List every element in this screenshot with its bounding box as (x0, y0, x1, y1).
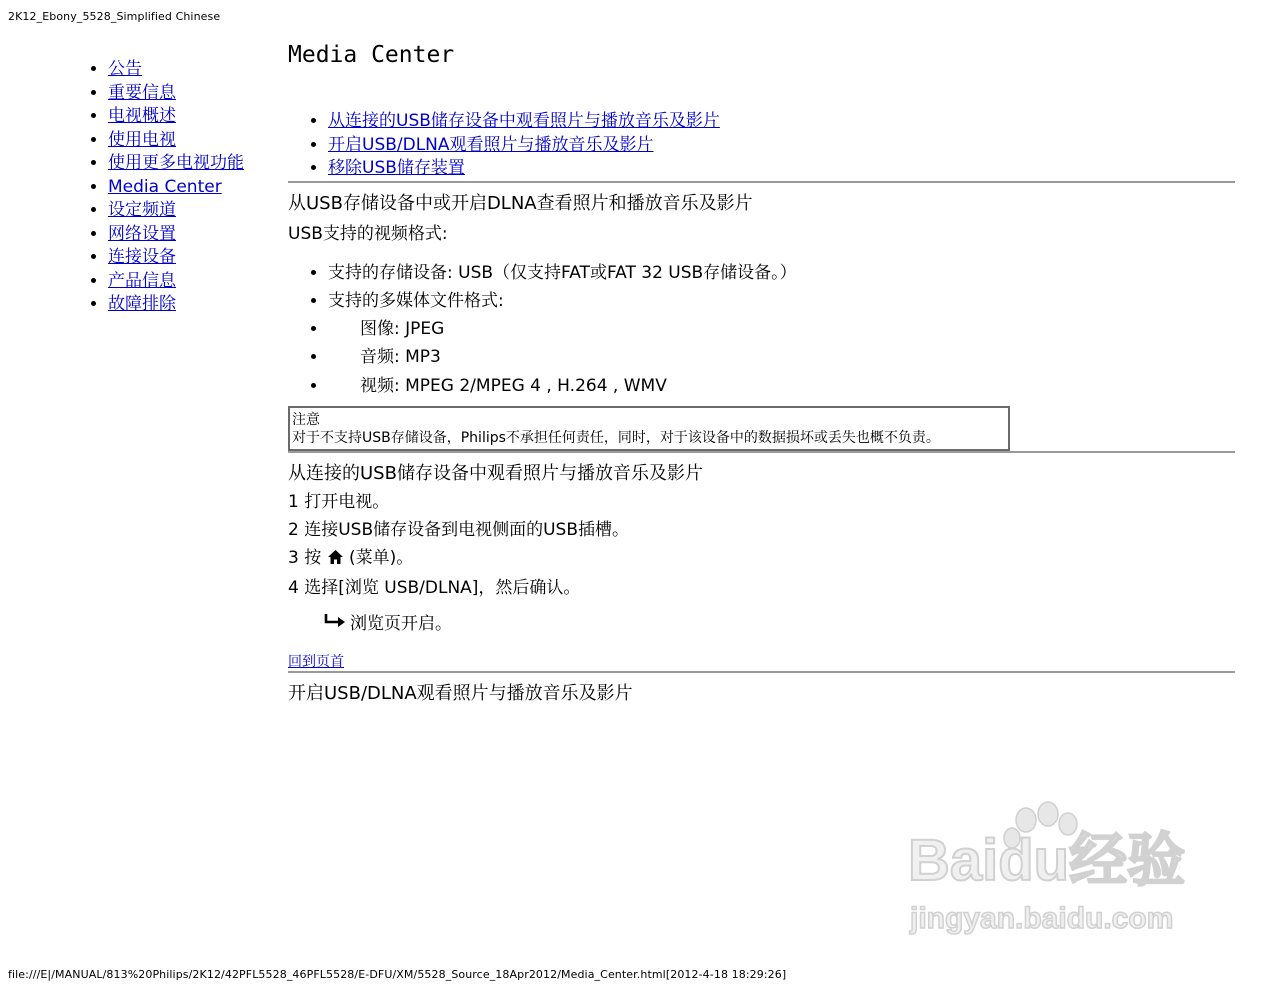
sidebar-item-connect-devices (108, 246, 276, 270)
watermark-url: jingyan.baidu.com (910, 902, 1174, 935)
list-item (328, 343, 1235, 371)
sidebar-link-media-center[interactable]: Media Center (108, 176, 222, 197)
format-video: 视频: MPEG 2/MPEG 4 , H.264 , WMV (360, 375, 667, 396)
divider (288, 671, 1235, 673)
note-text: 对于不支持USB存储设备，Philips不承担任何责任，同时，对于该设备中的数据损坏或丢失也概不负责。 (292, 429, 940, 446)
format-media-types: 支持的多媒体文件格式: (328, 290, 504, 311)
watermark-logo (908, 800, 1208, 940)
step-3-prefix: 3 按 (288, 547, 322, 568)
toc-item (328, 134, 1235, 158)
toc-link-remove-usb[interactable]: 移除USB储存装置 (328, 158, 465, 178)
list-item (328, 315, 1235, 343)
note-title: 注意 (292, 411, 320, 428)
sidebar-item-product-info (108, 270, 276, 294)
list-item (328, 287, 1235, 315)
step-3 (288, 547, 1235, 571)
sidebar-item-important-info (108, 82, 276, 106)
sidebar-item-troubleshooting (108, 293, 276, 317)
list-item (328, 372, 1235, 400)
steps-list (288, 491, 1235, 599)
step-result (324, 613, 1235, 635)
step-3-suffix: (菜单)。 (349, 547, 414, 568)
sidebar-item-use-tv (108, 129, 276, 153)
back-to-top-link[interactable]: 回到页首 (288, 653, 344, 670)
page-title: Media Center (288, 42, 455, 68)
sidebar-link-network[interactable]: 网络设置 (108, 223, 176, 244)
formats-list (288, 259, 1235, 400)
baidu-jingyan-watermark (908, 800, 1208, 940)
sidebar-list (86, 58, 276, 317)
toc-link-usb-view[interactable]: 从连接的USB储存设备中观看照片与播放音乐及影片 (328, 111, 720, 131)
section-heading-usb-dlna: 开启USB/DLNA观看照片与播放音乐及影片 (288, 682, 633, 704)
sidebar-link-important-info[interactable]: 重要信息 (108, 82, 176, 103)
section-heading-usb-dlna-overview: 从USB存储设备中或开启DLNA查看照片和播放音乐及影片 (288, 192, 753, 214)
sidebar-item-announcement (108, 58, 276, 82)
sidebar-link-product-info[interactable]: 产品信息 (108, 270, 176, 291)
sidebar-link-troubleshooting[interactable]: 故障排除 (108, 294, 176, 314)
sidebar-link-channels[interactable]: 设定频道 (108, 200, 176, 220)
watermark-brand: Baidu经验 (908, 828, 1186, 893)
step-4: 4 选择[浏览 USB/DLNA]，然后确认。 (288, 577, 581, 598)
sidebar-link-tv-overview[interactable]: 电视概述 (108, 106, 176, 126)
format-audio: 音频: MP3 (360, 347, 441, 368)
sidebar-nav (86, 58, 276, 317)
sidebar-item-channels (108, 199, 276, 223)
sidebar-item-more-features (108, 152, 276, 176)
sidebar-link-more-features[interactable]: 使用更多电视功能 (108, 153, 244, 173)
arrow-right-icon (324, 613, 346, 635)
toc-item (328, 157, 1235, 181)
sidebar-link-connect-devices[interactable]: 连接设备 (108, 247, 176, 267)
divider (288, 451, 1235, 453)
page-footer: file:///E|/MANUAL/813%20Philips/2K12/42PFL5528_46PFL5528/E-DFU/XM/5528_Source_18Apr2012/Media_Center.html[2012-4-18 18:29:26] (8, 968, 787, 981)
divider (288, 181, 1235, 183)
note-box (288, 406, 1010, 451)
step-2: 2 连接USB储存设备到电视侧面的USB插槽。 (288, 519, 630, 540)
toc-item (328, 110, 1235, 134)
sidebar-link-use-tv[interactable]: 使用电视 (108, 129, 176, 150)
home-icon (327, 549, 344, 571)
main-content (288, 40, 1235, 705)
section-heading-usb-view: 从连接的USB储存设备中观看照片与播放音乐及影片 (288, 462, 703, 484)
sidebar-item-tv-overview (108, 105, 276, 129)
sidebar-link-announcement[interactable]: 公告 (108, 59, 142, 79)
result-text: 浏览页开启。 (350, 613, 452, 634)
format-image: 图像: JPEG (360, 319, 445, 340)
page-header: 2K12_Ebony_5528_Simplified Chinese (8, 10, 221, 23)
format-storage: 支持的存储设备: USB（仅支持FAT或FAT 32 USB存储设备。） (328, 262, 797, 283)
back-to-top (288, 653, 1235, 671)
step-1: 1 打开电视。 (288, 491, 390, 512)
toc-link-usb-dlna[interactable]: 开启USB/DLNA观看照片与播放音乐及影片 (328, 134, 654, 155)
table-of-contents (288, 110, 1235, 181)
sidebar-item-media-center (108, 176, 276, 200)
sidebar-item-network (108, 223, 276, 247)
supported-formats-intro: USB支持的视频格式: (288, 223, 448, 244)
list-item (328, 259, 1235, 287)
